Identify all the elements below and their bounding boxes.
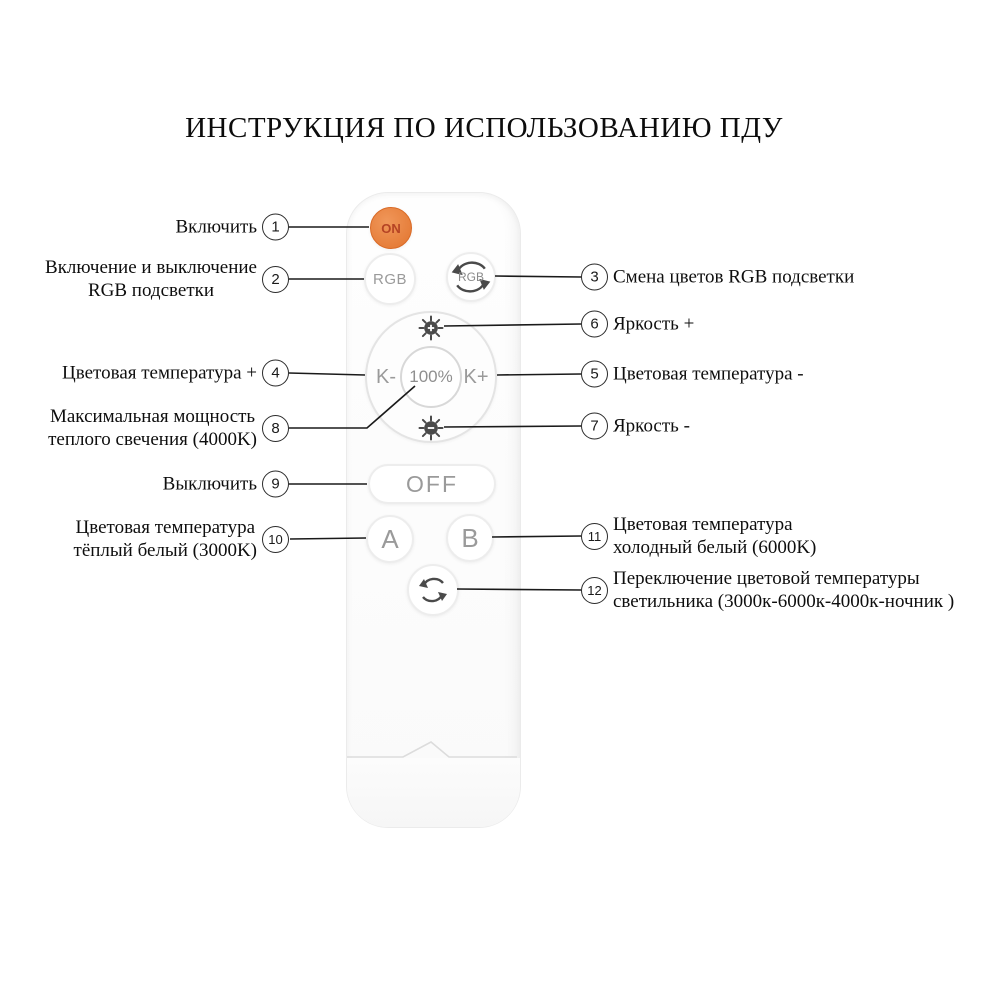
callout-text: Цветовая температура тёплый белый (3000K) [73, 517, 257, 561]
callout-color-temp-plus [62, 360, 289, 387]
cycle-arrows-icon [416, 573, 450, 607]
rgb-toggle-label: RGB [372, 270, 407, 288]
callout-text: Выключить [162, 473, 257, 495]
callout-text: Максимальная мощность теплого свечения (4000K) [48, 406, 257, 450]
callout-text: Включить [175, 216, 257, 238]
callout-number: 8 [262, 415, 289, 442]
page-title: ИНСТРУКЦИЯ ПО ИСПОЛЬЗОВАНИЮ ПДУ [185, 112, 783, 144]
power-off-label: OFF [406, 470, 458, 497]
callout-number: 4 [262, 360, 289, 387]
brightness-up-icon[interactable] [418, 315, 444, 341]
k-minus-button[interactable]: K- [376, 366, 396, 388]
callout-number: 6 [581, 311, 608, 338]
callout-number: 5 [581, 361, 608, 388]
callout-power-off [163, 471, 289, 498]
callout-number: 7 [581, 413, 608, 440]
callout-brightness-minus [581, 413, 690, 440]
callout-number: 10 [262, 526, 289, 553]
callout-number: 1 [262, 214, 289, 241]
rgb-cycle-label: RGB [457, 270, 484, 284]
power-off-button[interactable] [368, 464, 496, 504]
callout-text: Смена цветов RGB подсветки [613, 266, 855, 288]
callout-rgb-color-cycle [581, 264, 854, 291]
button-a-label: A [381, 523, 399, 554]
callout-text: Переключение цветовой температуры светильника (3000к-6000к-4000к-ночник ) [613, 568, 955, 612]
callout-color-temp-minus [581, 361, 804, 388]
callout-number: 12 [581, 577, 608, 604]
color-temp-cycle-button[interactable] [407, 564, 459, 616]
callout-text: Яркость + [613, 313, 695, 335]
power-on-label: ON [381, 220, 401, 236]
callout-brightness-plus [581, 311, 694, 338]
battery-cover [347, 758, 520, 827]
callout-rgb-toggle [45, 256, 289, 302]
remote-body [346, 192, 521, 828]
callout-text: Включение и выключение RGB подсветки [45, 257, 257, 301]
power-on-button[interactable] [370, 207, 412, 249]
callout-number: 11 [581, 523, 608, 550]
callout-number: 3 [581, 264, 608, 291]
button-b-label: B [461, 522, 479, 553]
rgb-toggle-button[interactable] [364, 253, 416, 305]
callout-text: Яркость - [613, 415, 690, 437]
callout-number: 9 [262, 471, 289, 498]
callout-number: 2 [262, 266, 289, 293]
callout-temp-cycle [581, 567, 954, 613]
max-power-label: 100% [409, 367, 453, 386]
callout-text: Цветовая температура холодный белый (6000K) [613, 514, 817, 558]
callout-max-power [48, 405, 289, 451]
callout-cold-white [581, 513, 816, 559]
max-power-button[interactable] [400, 346, 462, 408]
button-a[interactable] [366, 515, 414, 563]
callout-power-on [175, 214, 289, 241]
rgb-color-cycle-button[interactable] [446, 252, 496, 302]
callout-text: Цветовая температура + [62, 362, 257, 384]
callout-warm-white [74, 516, 289, 562]
button-b[interactable] [446, 514, 494, 562]
k-plus-button[interactable]: K+ [463, 366, 489, 388]
callout-text: Цветовая температура - [613, 363, 804, 385]
brightness-down-icon[interactable] [418, 415, 444, 441]
